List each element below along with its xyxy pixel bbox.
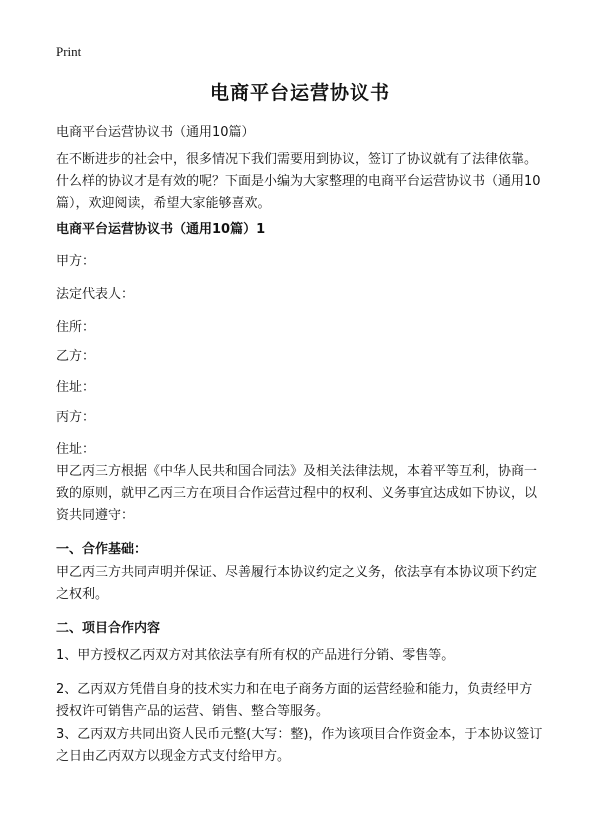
party-c-field: 丙方： <box>56 410 96 425</box>
document-title: 电商平台运营协议书 <box>209 82 390 104</box>
content-item-3: 3、乙丙双方共同出资人民币元整(大写：整)，作为该项目合作资金本，于本协议签订之日由乙丙双方以现金方式支付给甲方。 <box>56 727 543 764</box>
party-b-field: 乙方： <box>56 349 96 364</box>
preamble-paragraph: 甲乙丙三方根据《中华人民共和国合同法》及相关法律法规，本着平等互利，协商一致的原则，就甲乙丙三方在项目合作运营过程中的权利、义务事宜达成如下协议，以资共同遵守： <box>56 464 538 523</box>
party-b-address-field: 住址： <box>56 380 96 395</box>
content-item-1: 1、甲方授权乙丙双方对其依法享有所有权的产品进行分销、零售等。 <box>56 648 455 663</box>
party-c-address-field: 住址： <box>56 442 96 457</box>
party-a-field: 甲方： <box>56 254 96 269</box>
heading-cooperation-content: 二、项目合作内容 <box>56 621 161 636</box>
party-a-residence-field: 住所： <box>56 320 96 335</box>
intro-paragraph: 在不断进步的社会中，很多情况下我们需要用到协议，签订了协议就有了法律依靠。什么样的协议才是有效的呢？下面是小编为大家整理的电商平台运营协议书（通用10篇），欢迎阅读，希望大家能够喜欢。 <box>56 152 541 211</box>
content-item-2: 2、乙丙双方凭借自身的技术实力和在电子商务方面的运营经验和能力，负责经甲方授权许可销售产品的运营、销售、整合等服务。 <box>56 682 533 719</box>
heading-cooperation-basis: 一、合作基础： <box>56 542 148 557</box>
print-link[interactable]: Print <box>56 44 82 59</box>
basis-paragraph: 甲乙丙三方共同声明并保证、尽善履行本协议约定之义务，依法享有本协议项下约定之权利。 <box>56 565 538 602</box>
document-subtitle: 电商平台运营协议书（通用10篇） <box>56 125 255 140</box>
legal-representative-field: 法定代表人： <box>56 287 135 302</box>
section-title: 电商平台运营协议书（通用10篇）1 <box>56 222 266 237</box>
